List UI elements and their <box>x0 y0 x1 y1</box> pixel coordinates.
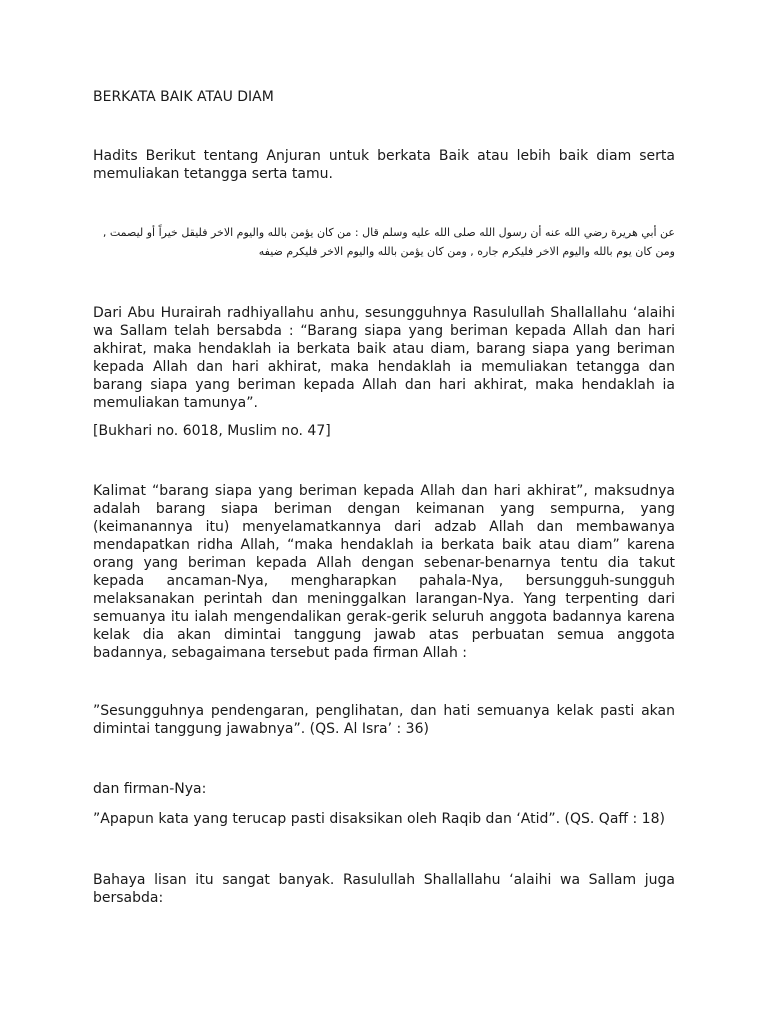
intro-paragraph: Hadits Berikut tentang Anjuran untuk berkata Baik atau lebih baik diam serta memuliakan tetangga serta tamu. <box>93 148 675 182</box>
arabic-hadith-line-1: عن أبي هريرة رضي الله عنه أن رسول الله صلى الله عليه وسلم قال : من كان يؤمن بالله واليوم الاخر فليقل خيراً أو ليصمت , <box>102 226 675 239</box>
quote-al-isra: ”Sesungguhnya pendengaran, penglihatan, dan hati semuanya kelak pasti akan dimintai tanggung jawabnya”. (QS. Al Isra’ : 36) <box>93 703 675 737</box>
hadith-reference: [Bukhari no. 6018, Muslim no. 47] <box>93 423 331 439</box>
document-title: BERKATA BAIK ATAU DIAM <box>93 89 274 105</box>
quote-qaff: ”Apapun kata yang terucap pasti disaksikan oleh Raqib dan ‘Atid”. (QS. Qaff : 18) <box>93 811 665 827</box>
closing-paragraph: Bahaya lisan itu sangat banyak. Rasulullah Shallallahu ‘alaihi wa Sallam juga bersabda: <box>93 872 675 906</box>
explanation-paragraph: Kalimat “barang siapa yang beriman kepada Allah dan hari akhirat”, maksudnya adalah barang siapa beriman dengan keimanan yang sempurna, yang (keimanannya itu) menyelamatkannya dari adzab Allah dan membawanya mendapatkan ridha Allah, “maka hendaklah ia berkata baik atau diam” karena orang yang beriman kepada Allah dengan sebenar-benarnya tentu dia takut kepada ancaman-Nya, mengharapkan pahala-Nya, bersungguh-sungguh melaksanakan perintah dan meninggalkan larangan-Nya. Yang terpenting dari semuanya itu ialah mengendalikan gerak-gerik seluruh anggota badannya karena kelak dia akan dimintai tanggung jawab atas perbuatan semua anggota badannya, sebagaimana tersebut pada firman Allah : <box>93 483 675 661</box>
translation-paragraph: Dari Abu Hurairah radhiyallahu anhu, sesungguhnya Rasulullah Shallallahu ‘alaihi wa Sallam telah bersabda : “Barang siapa yang beriman kepada Allah dan hari akhirat, maka hendaklah ia berkata baik atau diam, barang siapa yang beriman kepada Allah dan hari akhirat, maka hendaklah ia memuliakan tetangga dan barang siapa yang beriman kepada Allah dan hari akhirat, maka hendaklah ia memuliakan tamunya”. <box>93 305 675 411</box>
firman-intro: dan firman-Nya: <box>93 781 207 797</box>
arabic-hadith-line-2: ومن كان يوم بالله واليوم الاخر فليكرم جاره , ومن كان يؤمن بالله واليوم الاخر فليكرم ضيفه <box>258 245 675 258</box>
